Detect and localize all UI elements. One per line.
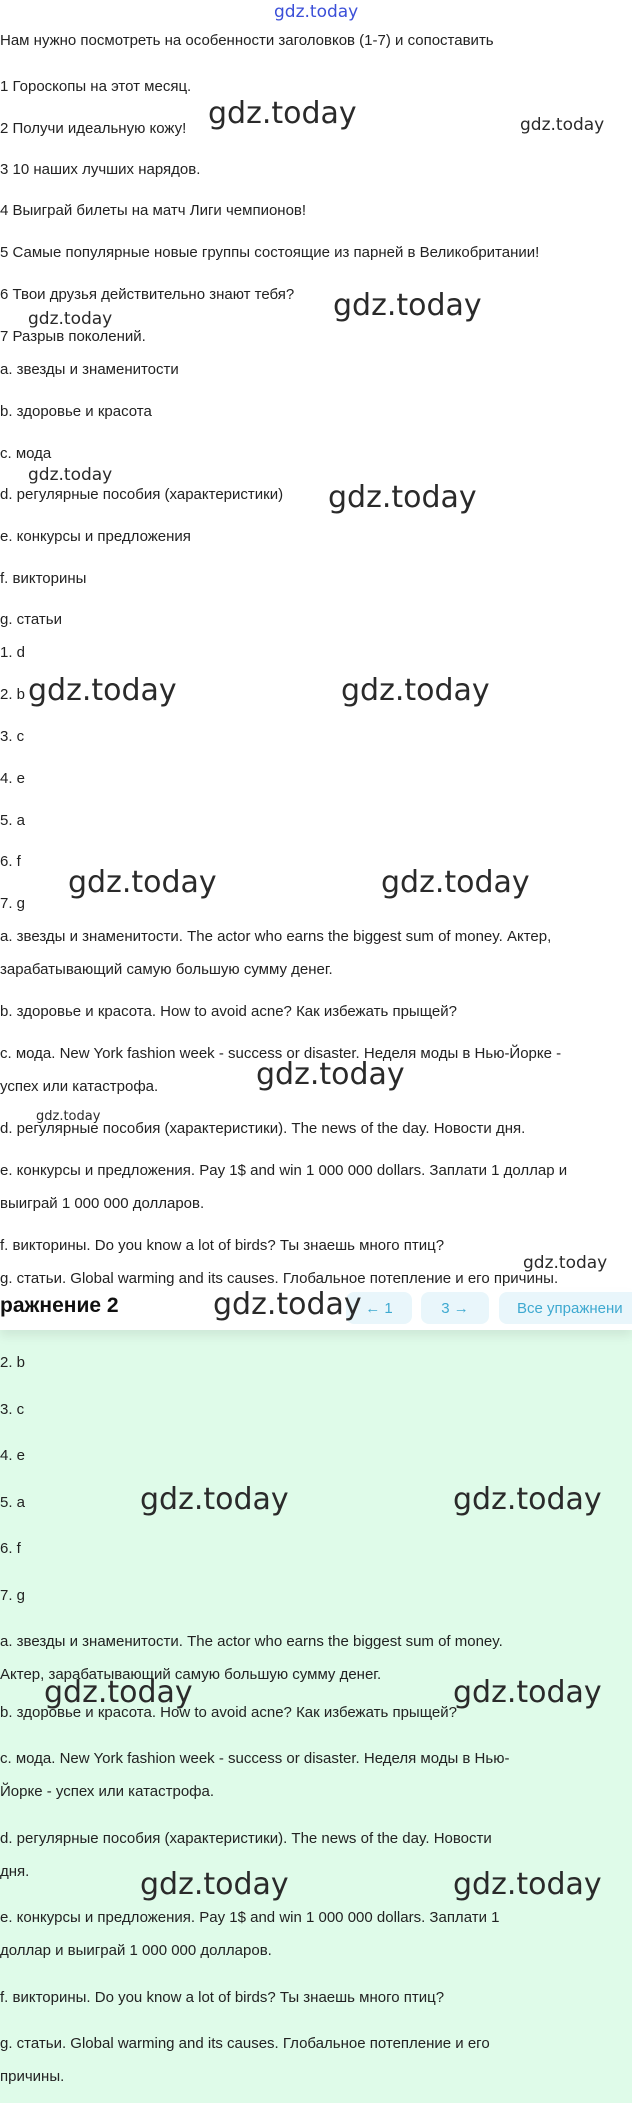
watermark: gdz.today	[28, 309, 113, 329]
text-line: a. звезды и знаменитости. The actor who earns the biggest sum of money.	[0, 1633, 503, 1650]
text-line: b. здоровье и красота. How to avoid acne? Как избежать прыщей?	[0, 1003, 457, 1020]
text-line: доллар и выиграй 1 000 000 долларов.	[0, 1942, 272, 1959]
text-line: 5 Самые популярные новые группы состоящие из парней в Великобритании!	[0, 244, 540, 261]
text-line: d. регулярные пособия (характеристики). The news of the day. Новости	[0, 1830, 492, 1847]
text-line: 3. c	[0, 728, 25, 745]
watermark: gdz.today	[44, 1675, 193, 1710]
site-logo[interactable]: gdz.today	[274, 2, 359, 22]
text-line: c. мода	[0, 445, 52, 462]
text-line: c. мода. New York fashion week - success or disaster. Неделя моды в Нью-Йорке -	[0, 1045, 562, 1062]
text-line: f. викторины. Do you know a lot of birds? Ты знаешь много птиц?	[0, 1989, 445, 2006]
text-line: 7. g	[0, 895, 26, 912]
text-line: e. конкурсы и предложения. Pay 1$ and win 1 000 000 dollars. Заплати 1	[0, 1909, 500, 1926]
watermark: gdz.today	[140, 1867, 289, 1902]
text-line: 4. e	[0, 770, 26, 787]
next-exercise-button[interactable]: 3 →	[421, 1292, 489, 1324]
text-line: 5. a	[0, 1494, 26, 1511]
text-line: b. здоровье и красота. How to avoid acne? Как избежать прыщей?	[0, 1704, 457, 1721]
text-line: Нам нужно посмотреть на особенности заголовков (1-7) и сопоставить	[0, 32, 494, 49]
answer-panel	[0, 1305, 632, 2103]
text-line: дня.	[0, 1863, 30, 1880]
text-line: 3 10 наших лучших нарядов.	[0, 161, 201, 178]
text-line: g. статьи. Global warming and its causes. Глобальное потепление и его	[0, 2035, 490, 2052]
text-line: выиграй 1 000 000 долларов.	[0, 1195, 205, 1212]
watermark: gdz.today	[208, 96, 357, 131]
text-line: 6. f	[0, 1540, 21, 1557]
text-line: c. мода. New York fashion week - success or disaster. Неделя моды в Нью-	[0, 1750, 510, 1767]
watermark: gdz.today	[333, 288, 482, 323]
text-line: успех или катастрофа.	[0, 1078, 159, 1095]
watermark: gdz.today	[453, 1675, 602, 1710]
text-line: d. регулярные пособия (характеристики). The news of the day. Новости дня.	[0, 1120, 526, 1137]
text-line: 4 Выиграй билеты на матч Лиги чемпионов!	[0, 202, 307, 219]
text-line: 2. b	[0, 686, 26, 703]
text-line: Актер, зарабатывающий самую большую сумму денег.	[0, 1666, 382, 1683]
text-line: e. конкурсы и предложения	[0, 528, 191, 545]
watermark: gdz.today	[36, 1109, 101, 1124]
text-line: Йорке - успех или катастрофа.	[0, 1783, 215, 1800]
watermark: gdz.today	[213, 1287, 362, 1322]
text-line: a. звезды и знаменитости	[0, 361, 179, 378]
text-line: 6. f	[0, 853, 21, 870]
text-line: 4. e	[0, 1447, 26, 1464]
watermark: gdz.today	[381, 865, 530, 900]
watermark: gdz.today	[256, 1057, 405, 1092]
text-line: 2. b	[0, 1354, 26, 1371]
all-exercises-button[interactable]: Все упражнени	[499, 1292, 632, 1324]
text-line: f. викторины. Do you know a lot of birds? Ты знаешь много птиц?	[0, 1237, 445, 1254]
text-line: 7 Разрыв поколений.	[0, 328, 146, 345]
watermark: gdz.today	[140, 1482, 289, 1517]
watermark: gdz.today	[28, 673, 177, 708]
text-line: d. регулярные пособия (характеристики)	[0, 486, 284, 503]
text-line: зарабатывающий самую большую сумму денег.	[0, 961, 333, 978]
text-line: f. викторины	[0, 570, 87, 587]
watermark: gdz.today	[523, 1253, 608, 1273]
text-line: 1. d	[0, 644, 26, 661]
watermark: gdz.today	[453, 1482, 602, 1517]
text-line: e. конкурсы и предложения. Pay 1$ and win 1 000 000 dollars. Заплати 1 доллар и	[0, 1162, 568, 1179]
watermark: gdz.today	[341, 673, 490, 708]
text-line: 6 Твои друзья действительно знают тебя?	[0, 286, 295, 303]
text-line: 3. c	[0, 1401, 25, 1418]
watermark: gdz.today	[28, 465, 113, 485]
text-line: 2 Получи идеальную кожу!	[0, 120, 187, 137]
watermark: gdz.today	[68, 865, 217, 900]
watermark: gdz.today	[520, 115, 605, 135]
exercise-title: ражнение 2	[0, 1294, 119, 1317]
watermark: gdz.today	[453, 1867, 602, 1902]
text-line: 7. g	[0, 1587, 26, 1604]
watermark: gdz.today	[328, 480, 477, 515]
text-line: 5. a	[0, 812, 26, 829]
text-line: b. здоровье и красота	[0, 403, 152, 420]
text-line: a. звезды и знаменитости. The actor who earns the biggest sum of money. Актер,	[0, 928, 552, 945]
text-line: причины.	[0, 2068, 65, 2085]
text-line: g. статьи. Global warming and its causes. Глобальное потепление и его причины.	[0, 1270, 559, 1287]
text-line: g. статьи	[0, 611, 62, 628]
prev-exercise-button[interactable]: ← 1	[346, 1292, 412, 1324]
text-line: 1 Гороскопы на этот месяц.	[0, 78, 192, 95]
